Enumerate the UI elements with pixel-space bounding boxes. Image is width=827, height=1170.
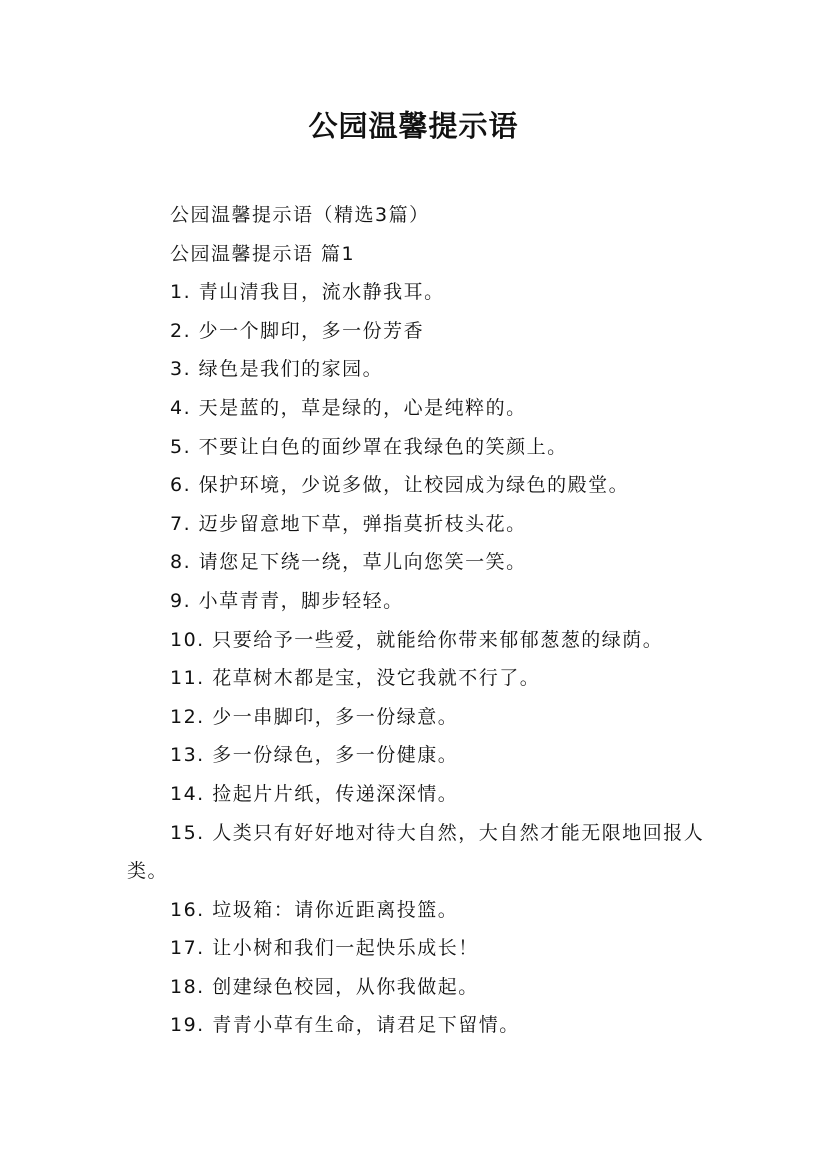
- document-title: 公园温馨提示语: [308, 109, 519, 143]
- paragraph: 11. 花草树木都是宝，没它我就不行了。: [170, 667, 541, 690]
- paragraph: 8. 请您足下绕一绕，草儿向您笑一笑。: [170, 551, 527, 574]
- paragraph: 18. 创建绿色校园，从你我做起。: [170, 975, 479, 998]
- paragraph: 3. 绿色是我们的家园。: [170, 358, 384, 381]
- paragraph: 15. 人类只有好好地对待大自然，大自然才能无限地回报人类。: [127, 821, 705, 883]
- paragraph: 1. 青山清我目，流水静我耳。: [170, 281, 445, 304]
- paragraph: 公园温馨提示语（精选3篇）: [170, 204, 430, 226]
- paragraph: 4. 天是蓝的，草是绿的，心是纯粹的。: [170, 396, 527, 419]
- paragraph: 2. 少一个脚印，多一份芳香: [170, 319, 425, 342]
- paragraph: 10. 只要给予一些爱，就能给你带来郁郁葱葱的绿荫。: [170, 628, 664, 651]
- paragraph: 16. 垃圾箱：请你近距离投篮。: [170, 898, 459, 921]
- paragraph: 12. 少一串脚印，多一份绿意。: [170, 705, 459, 728]
- paragraph: 公园温馨提示语 篇1: [170, 242, 356, 265]
- paragraph: 13. 多一份绿色，多一份健康。: [170, 744, 459, 767]
- paragraph: 14. 捡起片片纸，传递深深情。: [170, 782, 459, 805]
- paragraph: 6. 保护环境，少说多做，让校园成为绿色的殿堂。: [170, 474, 630, 497]
- paragraph: 9. 小草青青，脚步轻轻。: [170, 589, 404, 612]
- document-body: [127, 196, 727, 1045]
- paragraph: 19. 青青小草有生命，请君足下留情。: [170, 1014, 520, 1037]
- paragraph: 5. 不要让白色的面纱罩在我绿色的笑颜上。: [170, 435, 568, 458]
- paragraph: 17. 让小树和我们一起快乐成长！: [170, 937, 479, 960]
- paragraph: 7. 迈步留意地下草，弹指莫折枝头花。: [170, 512, 527, 535]
